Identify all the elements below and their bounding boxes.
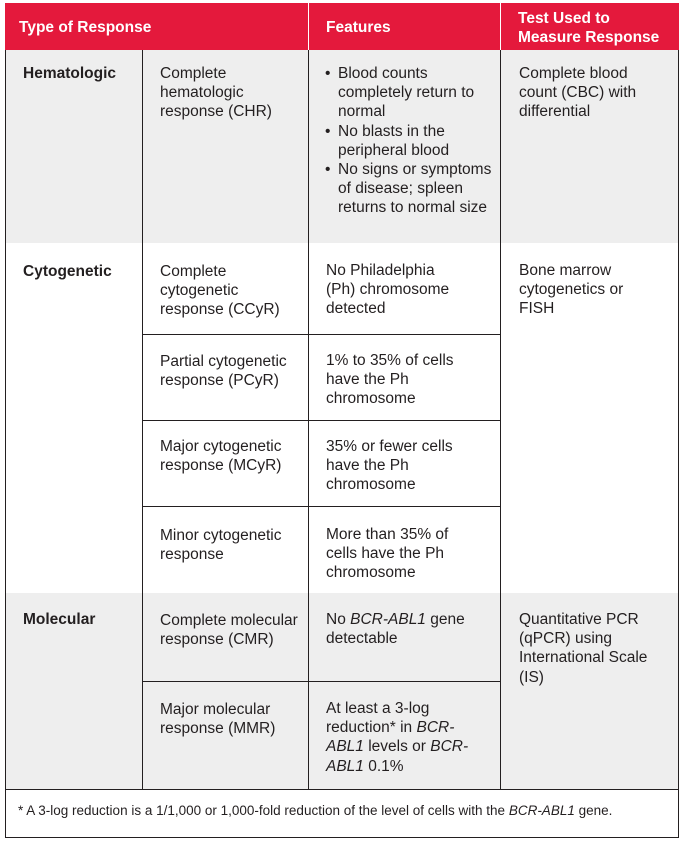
row-divider: [142, 681, 501, 682]
test-cytogenetic: Bone marrow cytogenetics or FISH: [519, 262, 624, 318]
footnote-divider: [5, 789, 679, 790]
list-item: • Blood counts completely return to normal: [323, 64, 501, 122]
footnote: * A 3-log reduction is a 1/1,000 or 1,000-fold reduction of the level of cells with the BCR-ABL1 gene.: [18, 803, 613, 818]
features-chr: [323, 64, 501, 218]
header-features: Features: [326, 19, 391, 36]
border-bottom: [5, 837, 679, 838]
feature-mmr: At least a 3-log reduction* in BCR-ABL1 levels or BCR-ABL1 0.1%: [326, 700, 469, 775]
header-divider-test: [500, 3, 501, 50]
feature-mcyr: 35% or fewer cells have the Ph chromosome: [326, 438, 453, 494]
response-pcyr: Partial cytogenetic response (PCyR): [160, 353, 287, 390]
response-mcyr: Major cytogenetic response (MCyR): [160, 438, 282, 475]
response-cmr: Complete molecular response (CMR): [160, 612, 298, 649]
table-header: [5, 3, 679, 50]
feature-cmr: No BCR-ABL1 gene detectable: [326, 611, 465, 648]
response-ccyr: Complete cytogenetic response (CCyR): [160, 263, 280, 319]
test-hematologic: Complete blood count (CBC) with differential: [519, 65, 637, 121]
header-test-used: Test Used to Measure Response: [518, 10, 660, 46]
feature-pcyr: 1% to 35% of cells have the Ph chromosome: [326, 352, 454, 408]
header-type-of-response: Type of Response: [19, 19, 152, 36]
test-molecular: Quantitative PCR (qPCR) using International Scale (IS): [519, 611, 648, 686]
header-divider-features: [308, 3, 309, 50]
feature-ccyr: No Philadelphia (Ph) chromosome detected: [326, 262, 450, 318]
row-divider: [142, 334, 501, 335]
response-chr: Complete hematologic response (CHR): [160, 65, 272, 121]
border-right: [678, 50, 679, 837]
type-molecular: Molecular: [23, 611, 96, 628]
row-divider: [142, 506, 501, 507]
response-minor-cy: Minor cytogenetic response: [160, 527, 282, 564]
type-cytogenetic: Cytogenetic: [23, 263, 112, 280]
row-divider: [142, 420, 501, 421]
type-hematologic: Hematologic: [23, 65, 117, 82]
list-item: • No signs or symptoms of disease; spleen returns to normal size: [323, 160, 501, 218]
response-mmr: Major molecular response (MMR): [160, 701, 276, 738]
list-item: • No blasts in the peripheral blood: [323, 122, 501, 160]
border-left: [5, 50, 6, 837]
feature-minor-cy: More than 35% of cells have the Ph chromosome: [326, 526, 449, 582]
